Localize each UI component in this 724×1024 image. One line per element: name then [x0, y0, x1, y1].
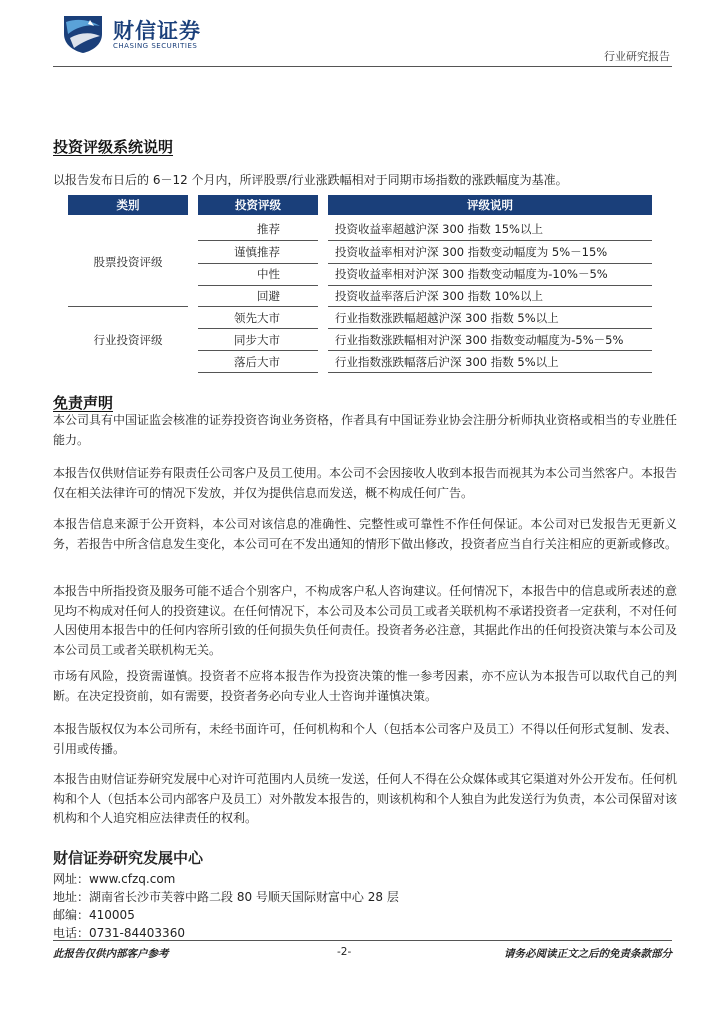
row-divider — [198, 306, 318, 307]
brand-name: 财信证券 — [113, 19, 201, 43]
stock-rating-category: 股票投资评级 — [93, 255, 163, 269]
website-line — [53, 870, 175, 887]
table-header-description: 评级说明 — [328, 195, 652, 215]
phone-line — [53, 924, 185, 941]
rating-desc-cell: 行业指数涨跌幅相对沪深 300 指数变动幅度为-5%－5% — [335, 333, 624, 347]
research-center-title: 财信证券研究发展中心 — [53, 849, 204, 867]
rating-cell: 回避 — [257, 289, 280, 303]
header-divider — [53, 66, 672, 67]
disclaimer-paragraph: 本报告中所指投资及服务可能不适合个别客户，不构成客户私人咨询建议。任何情况下，本报告中的信息或所表述的意见均不构成对任何人的投资建议。在任何情况下，本公司及本公司员工或者关联机构不承诺投资者一定获利，不对任何人因使用本报告中的任何内容所引致的任何损失负任何责任。投资者务必注意，其据此作出的任何投资决策与本公司及本公司员工或者关联机构无关。 — [53, 584, 678, 657]
footer-divider — [53, 940, 672, 941]
rating-system-description: 以报告发布日后的 6－12 个月内，所评股票/行业涨跌幅相对于同期市场指数的涨跌幅度为基准。 — [53, 173, 568, 187]
disclaimer-title: 免责声明 — [53, 394, 114, 412]
row-divider — [198, 372, 318, 373]
row-divider — [328, 306, 652, 307]
row-divider — [198, 328, 318, 329]
table-header-rating: 投资评级 — [198, 195, 318, 215]
rating-desc-cell: 投资收益率落后沪深 300 指数 10%以上 — [335, 289, 543, 303]
disclaimer-paragraph: 本报告仅供财信证券有限责任公司客户及员工使用。本公司不会因接收人收到本报告而视其为本公司当然客户。本报告仅在相关法律许可的情况下发放，并仅为提供信息而发送，概不构成任何广告。 — [53, 466, 678, 500]
brand-english-name: CHASING SECURITIES — [113, 42, 198, 50]
row-divider — [328, 350, 652, 351]
rating-desc-cell: 行业指数涨跌幅超越沪深 300 指数 5%以上 — [335, 311, 559, 325]
disclaimer-paragraph: 本公司具有中国证监会核准的证券投资咨询业务资格，作者具有中国证券业协会注册分析师执业资格或相当的专业胜任能力。 — [53, 413, 678, 447]
phone-value: 0731-84403360 — [89, 926, 185, 940]
footer-disclaimer-note: 请务必阅读正文之后的免责条款部分 — [504, 948, 672, 960]
postcode-value: 410005 — [89, 908, 135, 922]
row-divider — [198, 240, 318, 241]
group-divider — [68, 306, 188, 307]
website-label: 网址： — [53, 872, 90, 886]
rating-desc-cell: 行业指数涨跌幅落后沪深 300 指数 5%以上 — [335, 355, 559, 369]
chasing-securities-logo-icon — [60, 14, 106, 54]
rating-cell: 同步大市 — [234, 333, 280, 347]
address-line — [53, 888, 399, 905]
rating-cell: 中性 — [257, 267, 280, 281]
row-divider — [198, 350, 318, 351]
postcode-label: 邮编： — [53, 908, 90, 922]
address-value: 湖南省长沙市芙蓉中路二段 80 号顺天国际财富中心 28 层 — [89, 890, 399, 904]
row-divider — [328, 372, 652, 373]
rating-cell: 谨慎推荐 — [234, 245, 280, 259]
row-divider — [328, 328, 652, 329]
rating-cell: 推荐 — [257, 222, 280, 236]
row-divider — [328, 240, 652, 241]
disclaimer-paragraph: 市场有风险，投资需谨慎。投资者不应将本报告作为投资决策的惟一参考因素，亦不应认为本报告可以取代自己的判断。在决定投资前，如有需要，投资者务必向专业人士咨询并谨慎决策。 — [53, 669, 677, 703]
table-header-category: 类别 — [68, 195, 188, 215]
rating-system-title: 投资评级系统说明 — [53, 138, 174, 156]
disclaimer-paragraph: 本报告由财信证券研究发展中心对许可范围内人员统一发送，任何人不得在公众媒体或其它渠道对外公开发布。任何机构和个人（包括本公司内部客户及员工）对外散发本报告的，则该机构和个人独自为此发送行为负责，本公司保留对该机构和个人追究相应法律责任的权利。 — [53, 772, 678, 825]
website-link[interactable]: www.cfzq.com — [89, 872, 176, 886]
page-number: -2- — [337, 946, 352, 958]
rating-cell: 领先大市 — [234, 311, 280, 325]
disclaimer-paragraph: 本报告信息来源于公开资料，本公司对该信息的准确性、完整性或可靠性不作任何保证。本公司对已发报告无更新义务，若报告中所含信息发生变化，本公司可在不发出通知的情形下做出修改，投资者应当自行关注相应的更新或修改。 — [53, 517, 678, 551]
address-label: 地址： — [53, 890, 90, 904]
rating-desc-cell: 投资收益率相对沪深 300 指数变动幅度为-10%－5% — [335, 267, 608, 281]
report-type: 行业研究报告 — [604, 50, 670, 63]
industry-rating-category: 行业投资评级 — [93, 333, 163, 347]
footer-internal-note: 此报告仅供内部客户参考 — [53, 948, 169, 960]
postcode-line — [53, 906, 135, 923]
rating-desc-cell: 投资收益率相对沪深 300 指数变动幅度为 5%－15% — [335, 245, 608, 259]
rating-cell: 落后大市 — [234, 355, 280, 369]
phone-label: 电话： — [53, 926, 90, 940]
rating-desc-cell: 投资收益率超越沪深 300 指数 15%以上 — [335, 222, 543, 236]
disclaimer-paragraph: 本报告版权仅为本公司所有，未经书面许可，任何机构和个人（包括本公司客户及员工）不得以任何形式复制、发表、引用或传播。 — [53, 722, 678, 756]
